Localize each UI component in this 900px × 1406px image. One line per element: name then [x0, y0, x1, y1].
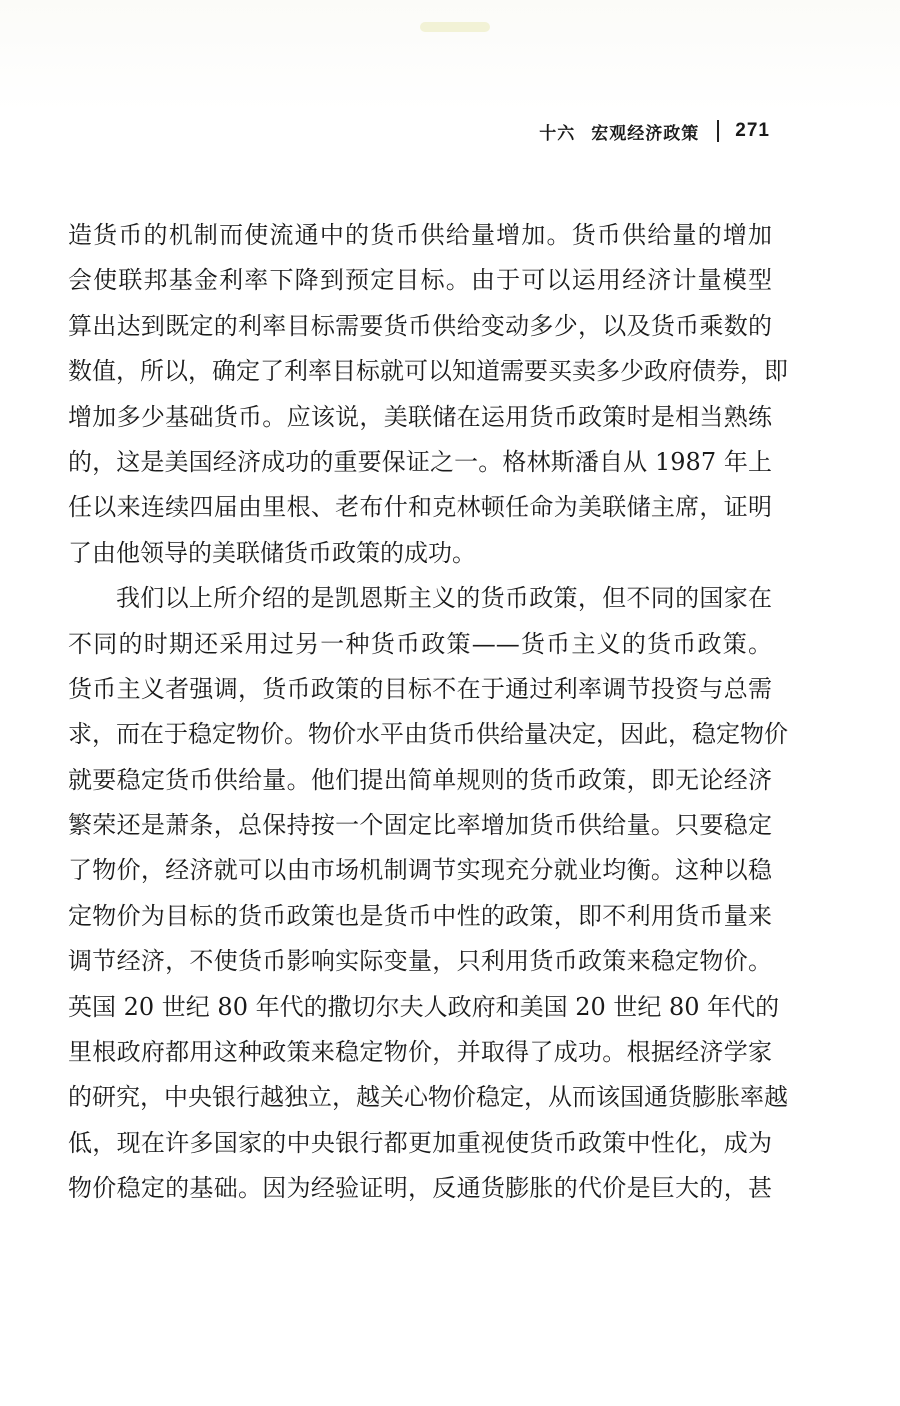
- text-line: 算出达到既定的利率目标需要货币供给变动多少，以及货币乘数的: [68, 311, 772, 340]
- text-line: 就要稳定货币供给量。他们提出简单规则的货币政策，即无论经济: [68, 765, 772, 794]
- text-line: 低，现在许多国家的中央银行都更加重视使货币政策中性化，成为: [68, 1128, 772, 1157]
- text-line: 的，这是美国经济成功的重要保证之一。格林斯潘自从 1987 年上: [68, 447, 772, 476]
- text-line: 的研究，中央银行越独立，越关心物价稳定，从而该国通货膨胀率越: [68, 1083, 788, 1112]
- running-header: [539, 120, 770, 142]
- text-line: 任以来连续四届由里根、老布什和克林顿任命为美联储主席，证明: [68, 493, 772, 522]
- text-line: 数值，所以，确定了利率目标就可以知道需要买卖多少政府债券，即: [68, 357, 788, 386]
- text-line: 繁荣还是萧条，总保持按一个固定比率增加货币供给量。只要稳定: [68, 811, 772, 840]
- text-line: 调节经济，不使货币影响实际变量，只利用货币政策来稳定物价。: [68, 947, 772, 976]
- text-line: 会使联邦基金利率下降到预定目标。由于可以运用经济计量模型: [68, 266, 772, 295]
- text-line: 英国 20 世纪 80 年代的撒切尔夫人政府和美国 20 世纪 80 年代的: [68, 992, 780, 1021]
- page-number: 271: [735, 120, 770, 141]
- text-line: 了物价，经济就可以由市场机制调节实现充分就业均衡。这种以稳: [68, 856, 772, 885]
- paragraph-end-line: 了由他领导的美联储货币政策的成功。: [68, 538, 476, 567]
- paper-smudge: [420, 22, 490, 32]
- chapter-number: 十六: [539, 123, 576, 144]
- text-line: 货币主义者强调，货币政策的目标不在于通过利率调节投资与总需: [68, 674, 772, 703]
- body-text: [68, 213, 788, 1212]
- text-line: 增加多少基础货币。应该说，美联储在运用货币政策时是相当熟练: [68, 402, 772, 431]
- text-line: 里根政府都用这种政策来稳定物价，并取得了成功。根据经济学家: [68, 1038, 772, 1067]
- text-line: 定物价为目标的货币政策也是货币中性的政策，即不利用货币量来: [68, 901, 772, 930]
- text-line: 造货币的机制而使流通中的货币供给量增加。货币供给量的增加: [68, 221, 772, 249]
- text-line: 物价稳定的基础。因为经验证明，反通货膨胀的代价是巨大的，甚: [68, 1174, 772, 1203]
- text-line: 不同的时期还采用过另一种货币政策——货币主义的货币政策。: [68, 629, 772, 658]
- chapter-title: 宏观经济政策: [591, 123, 700, 144]
- header-divider: [717, 120, 719, 142]
- paragraph-start-line: 我们以上所介绍的是凯恩斯主义的货币政策，但不同的国家在: [116, 584, 772, 613]
- text-line: 求，而在于稳定物价。物价水平由货币供给量决定，因此，稳定物价: [68, 720, 788, 749]
